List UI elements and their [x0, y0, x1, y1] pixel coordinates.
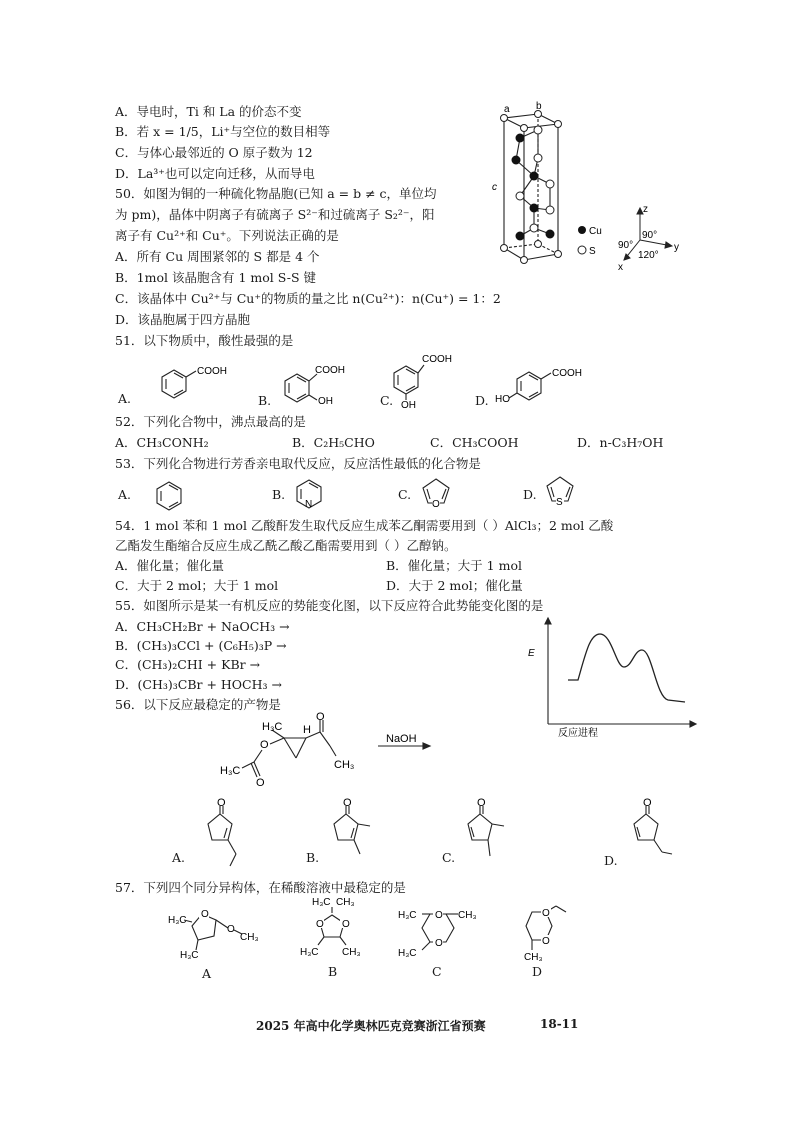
ketone-o-label: O [316, 711, 325, 723]
cooh-label: COOH [315, 365, 345, 376]
q52-stem: 52．下列化合物中，沸点最高的是 [115, 414, 306, 429]
h-label: H [303, 724, 311, 736]
q50-option-a: A．所有 Cu 周围紧邻的 S 都是 4 个 [115, 249, 320, 264]
cooh-label: COOH [197, 366, 227, 377]
m-hydroxybenzoic-acid-structure [392, 352, 452, 411]
q57-stem: 57．下列四个同分异构体，在稀酸溶液中最稳定的是 [115, 880, 406, 895]
angle-label-2: 90° [618, 240, 634, 251]
q51-stem: 51．以下物质中，酸性最强的是 [115, 333, 294, 348]
oh-label: OH [401, 400, 416, 411]
isomer-a-ring-o: O [201, 909, 209, 920]
q50-stem-line-2: 为 pm)，晶体中阴离子有硫离子 S²⁻和过硫离子 S₂²⁻，阳 [115, 207, 435, 222]
q55-option-a: A．CH₃CH₂Br + NaOCH₃ → [115, 619, 290, 634]
angle-label-3: 120° [638, 250, 659, 261]
axis-c-label: c [492, 182, 497, 193]
q56-label-a: A. [172, 850, 186, 865]
q52-option-d: D．n-C₃H₇OH [577, 435, 664, 450]
q54-option-a: A．催化量；催化量 [115, 558, 225, 573]
isomer-d-o-bottom: O [542, 936, 550, 947]
pyridine-n-label: N [305, 499, 313, 510]
isomer-b-ch3-bottom: CH₃ [342, 947, 361, 958]
crystal-cell-figure [490, 100, 690, 290]
q56-product-a [190, 797, 250, 872]
q55-stem: 55．如图所示是某一有机反应的势能变化图，以下反应符合此势能变化图的是 [115, 598, 544, 613]
q57-label-d: D [532, 964, 543, 979]
axis-a-label: a [504, 104, 510, 115]
h3c-left-label: H₃C [220, 765, 241, 777]
q50-stem-line-1: 50．如图为铜的一种硫化物晶胞(已知 a = b ≠ c，单位均 [115, 186, 437, 201]
benzoic-acid-structure [160, 362, 227, 402]
q49-option-c: C．与体心最邻近的 O 原子数为 12 [115, 145, 313, 160]
coord-y-label: y [674, 242, 679, 253]
q53-label-b: B. [272, 487, 286, 502]
q57-label-b: B [328, 964, 338, 979]
q56-product-b [320, 797, 380, 872]
coord-x-label: x [618, 262, 623, 273]
isomer-d-ch3: CH₃ [524, 952, 543, 963]
q51-label-c: C. [380, 393, 394, 408]
q57-isomer-c [394, 900, 494, 964]
q57-label-a: A [202, 966, 212, 981]
q51-label-b: B. [258, 393, 272, 408]
salicylic-acid-structure [283, 364, 353, 408]
q49-option-a: A．导电时，Ti 和 La 的价态不变 [115, 104, 302, 119]
isomer-a-o: O [227, 924, 235, 935]
q52-option-c: C．CH₃COOH [430, 435, 519, 450]
q56-stem: 56．以下反应最稳定的产物是 [115, 697, 281, 712]
product-b-o: O [343, 797, 352, 809]
q57-isomer-d [510, 900, 580, 966]
coord-z-label: z [643, 204, 648, 215]
thiophene-s-label: S [556, 497, 563, 508]
q53-label-c: C. [398, 487, 412, 502]
isomer-b-o-right: O [342, 919, 350, 930]
q56-label-b: B. [306, 850, 320, 865]
q54-option-b: B．催化量；大于 1 mol [386, 558, 522, 573]
benzene-structure [155, 480, 187, 512]
isomer-c-h3c-1: H₃C [398, 910, 417, 921]
footer-title: 2025 年高中化学奥林匹克竞赛浙江省预赛 [256, 1019, 486, 1033]
q49-option-d: D．La³⁺也可以定向迁移，从而导电 [115, 166, 315, 181]
q55-option-c: C．(CH₃)₂CHI + KBr → [115, 657, 261, 672]
q56-label-c: C. [442, 850, 456, 865]
q51-label-d: D. [475, 393, 489, 408]
q56-product-d [620, 797, 680, 872]
q50-option-d: D．该晶胞属于四方晶胞 [115, 312, 251, 327]
cooh-label: COOH [422, 354, 452, 365]
ch3-label: CH₃ [334, 759, 355, 771]
isomer-c-o-bottom: O [435, 938, 443, 949]
q53-stem: 53．下列化合物进行芳香亲电取代反应，反应活性最低的化合物是 [115, 456, 481, 471]
q54-option-c: C．大于 2 mol；大于 1 mol [115, 578, 279, 593]
isomer-b-h3c-bottom: H₃C [300, 947, 319, 958]
h3c-top-label: H₃C [262, 721, 283, 733]
q56-product-c [454, 797, 514, 872]
isomer-b-ch3-top: CH₃ [336, 897, 355, 908]
carbonyl-o-label: O [256, 777, 265, 789]
q50-stem-line-3: 离子有 Cu²⁺和 Cu⁺。下列说法正确的是 [115, 228, 339, 243]
product-c-o: O [477, 797, 486, 809]
cooh-label: COOH [552, 368, 582, 379]
furan-o-label: O [432, 499, 440, 510]
isomer-a-ch3: CH₃ [240, 932, 259, 943]
legend-cu: Cu [589, 226, 602, 237]
q53-label-a: A. [118, 487, 132, 502]
reaction-coordinate-label: 反应进程 [558, 728, 598, 739]
energy-axis-label: E [528, 648, 535, 659]
isomer-a-h3c-1: H₃C [168, 915, 187, 926]
q55-option-b: B．(CH₃)₃CCl + (C₆H₅)₃P → [115, 638, 287, 653]
isomer-c-h3c-2: H₃C [398, 948, 417, 959]
q56-label-d: D. [604, 853, 618, 868]
pyridine-structure [295, 478, 327, 512]
q49-option-b: B．若 x = 1/5，Li⁺与空位的数目相等 [115, 124, 331, 139]
q50-option-b: B．1mol 该晶胞含有 1 mol S-S 键 [115, 270, 317, 285]
angle-label-1: 90° [642, 230, 658, 241]
isomer-d-o-top: O [542, 908, 550, 919]
q54-stem-line-1: 54．1 mol 苯和 1 mol 乙酸酐发生取代反应生成苯乙酮需要用到（ ）AlCl₃；2 mol 乙酸 [115, 518, 614, 533]
p-hydroxybenzoic-acid-structure [495, 364, 595, 404]
isomer-b-h3c: H₃C [312, 897, 331, 908]
axis-b-label: b [536, 101, 542, 112]
ester-o-label: O [260, 739, 269, 751]
naoh-reagent: NaOH [386, 733, 417, 745]
legend-s: S [589, 246, 596, 257]
isomer-a-h3c-2: H₃C [180, 950, 199, 961]
q50-option-c: C．该晶体中 Cu²⁺与 Cu⁺的物质的量之比 n(Cu²⁺)：n(Cu⁺) = 1：2 [115, 291, 501, 306]
product-a-o: O [217, 797, 226, 809]
q54-stem-line-2: 乙酯发生酯缩合反应生成乙酰乙酸乙酯需要用到（ ）乙醇钠。 [115, 538, 457, 553]
q52-option-b: B．C₂H₅CHO [292, 435, 375, 450]
q53-label-d: D. [523, 487, 537, 502]
isomer-c-ch3: CH₃ [458, 910, 477, 921]
q57-isomer-a [168, 898, 258, 966]
thiophene-structure [545, 474, 579, 510]
q56-reactant-structure [210, 711, 470, 789]
energy-diagram [520, 612, 700, 742]
q52-option-a: A．CH₃CONH₂ [115, 435, 209, 450]
furan-structure [421, 476, 455, 510]
q57-isomer-b [298, 893, 378, 965]
q55-option-d: D．(CH₃)₃CBr + HOCH₃ → [115, 677, 282, 692]
ho-label: HO [495, 394, 510, 405]
q57-label-c: C [432, 964, 442, 979]
isomer-c-o-top: O [435, 910, 443, 921]
footer-page-number: 18-11 [540, 1017, 579, 1031]
product-d-o: O [643, 797, 652, 809]
isomer-b-o-left: O [316, 919, 324, 930]
q51-label-a: A. [118, 391, 132, 406]
oh-label: OH [318, 396, 333, 407]
q54-option-d: D．大于 2 mol；催化量 [386, 578, 523, 593]
